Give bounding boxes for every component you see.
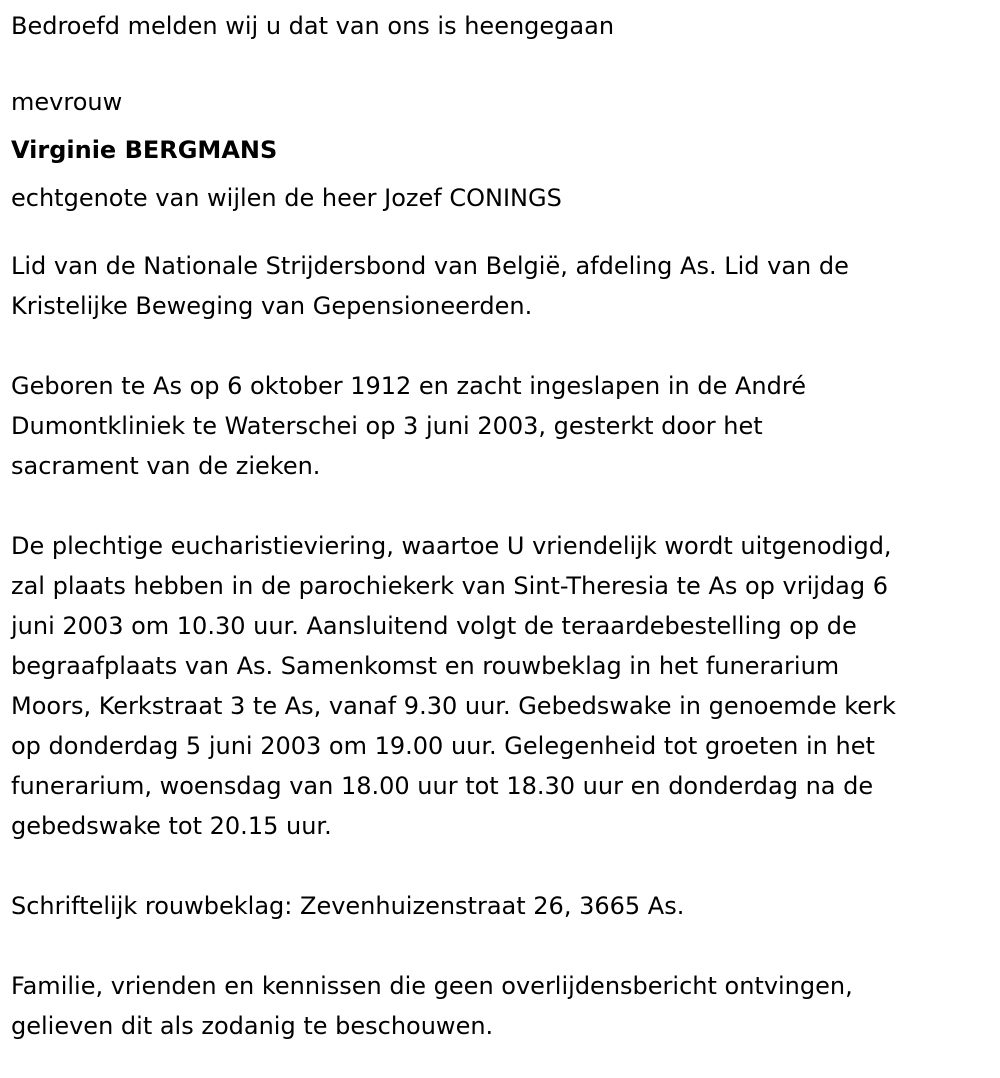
spouse-text: echtgenote van wijlen de heer Jozef CONINGS	[11, 184, 562, 212]
ceremony-line: funerarium, woensdag van 18.00 uur tot 18.30 uur en donderdag na de	[11, 772, 874, 800]
ceremony-line: zal plaats hebben in de parochiekerk van Sint-Theresia te As op vrijdag 6	[11, 572, 889, 600]
membership-paragraph	[11, 246, 1000, 326]
ceremony-line: gebedswake tot 20.15 uur.	[11, 812, 332, 840]
closing-line: Familie, vrienden en kennissen die geen overlijdensbericht ontvingen,	[11, 972, 853, 1000]
membership-line: Kristelijke Beweging van Gepensioneerden.	[11, 292, 533, 320]
ceremony-line: juni 2003 om 10.30 uur. Aansluitend volgt de teraardebestelling op de	[11, 612, 857, 640]
ceremony-paragraph	[11, 526, 1000, 846]
intro-text: Bedroefd melden wij u dat van ons is heengegaan	[11, 12, 615, 40]
closing-line: gelieven dit als zodanig te beschouwen.	[11, 1012, 494, 1040]
ceremony-line: Moors, Kerkstraat 3 te As, vanaf 9.30 uur. Gebedswake in genoemde kerk	[11, 692, 896, 720]
deceased-name: Virginie BERGMANS	[11, 136, 278, 164]
birth-death-line: Geboren te As op 6 oktober 1912 en zacht ingeslapen in de André	[11, 372, 806, 400]
birth-death-line: sacrament van de zieken.	[11, 452, 321, 480]
closing-paragraph	[11, 966, 1000, 1046]
birth-death-paragraph	[11, 366, 1000, 486]
birth-death-line: Dumontkliniek te Waterschei op 3 juni 2003, gesterkt door het	[11, 412, 763, 440]
ceremony-line: op donderdag 5 juni 2003 om 19.00 uur. Gelegenheid tot groeten in het	[11, 732, 875, 760]
honorific-title: mevrouw	[11, 88, 123, 116]
membership-line: Lid van de Nationale Strijdersbond van België, afdeling As. Lid van de	[11, 252, 849, 280]
ceremony-line: De plechtige eucharistieviering, waartoe U vriendelijk wordt uitgenodigd,	[11, 532, 892, 560]
condolence-address: Schriftelijk rouwbeklag: Zevenhuizenstraat 26, 3665 As.	[11, 892, 685, 920]
ceremony-line: begraafplaats van As. Samenkomst en rouwbeklag in het funerarium	[11, 652, 840, 680]
